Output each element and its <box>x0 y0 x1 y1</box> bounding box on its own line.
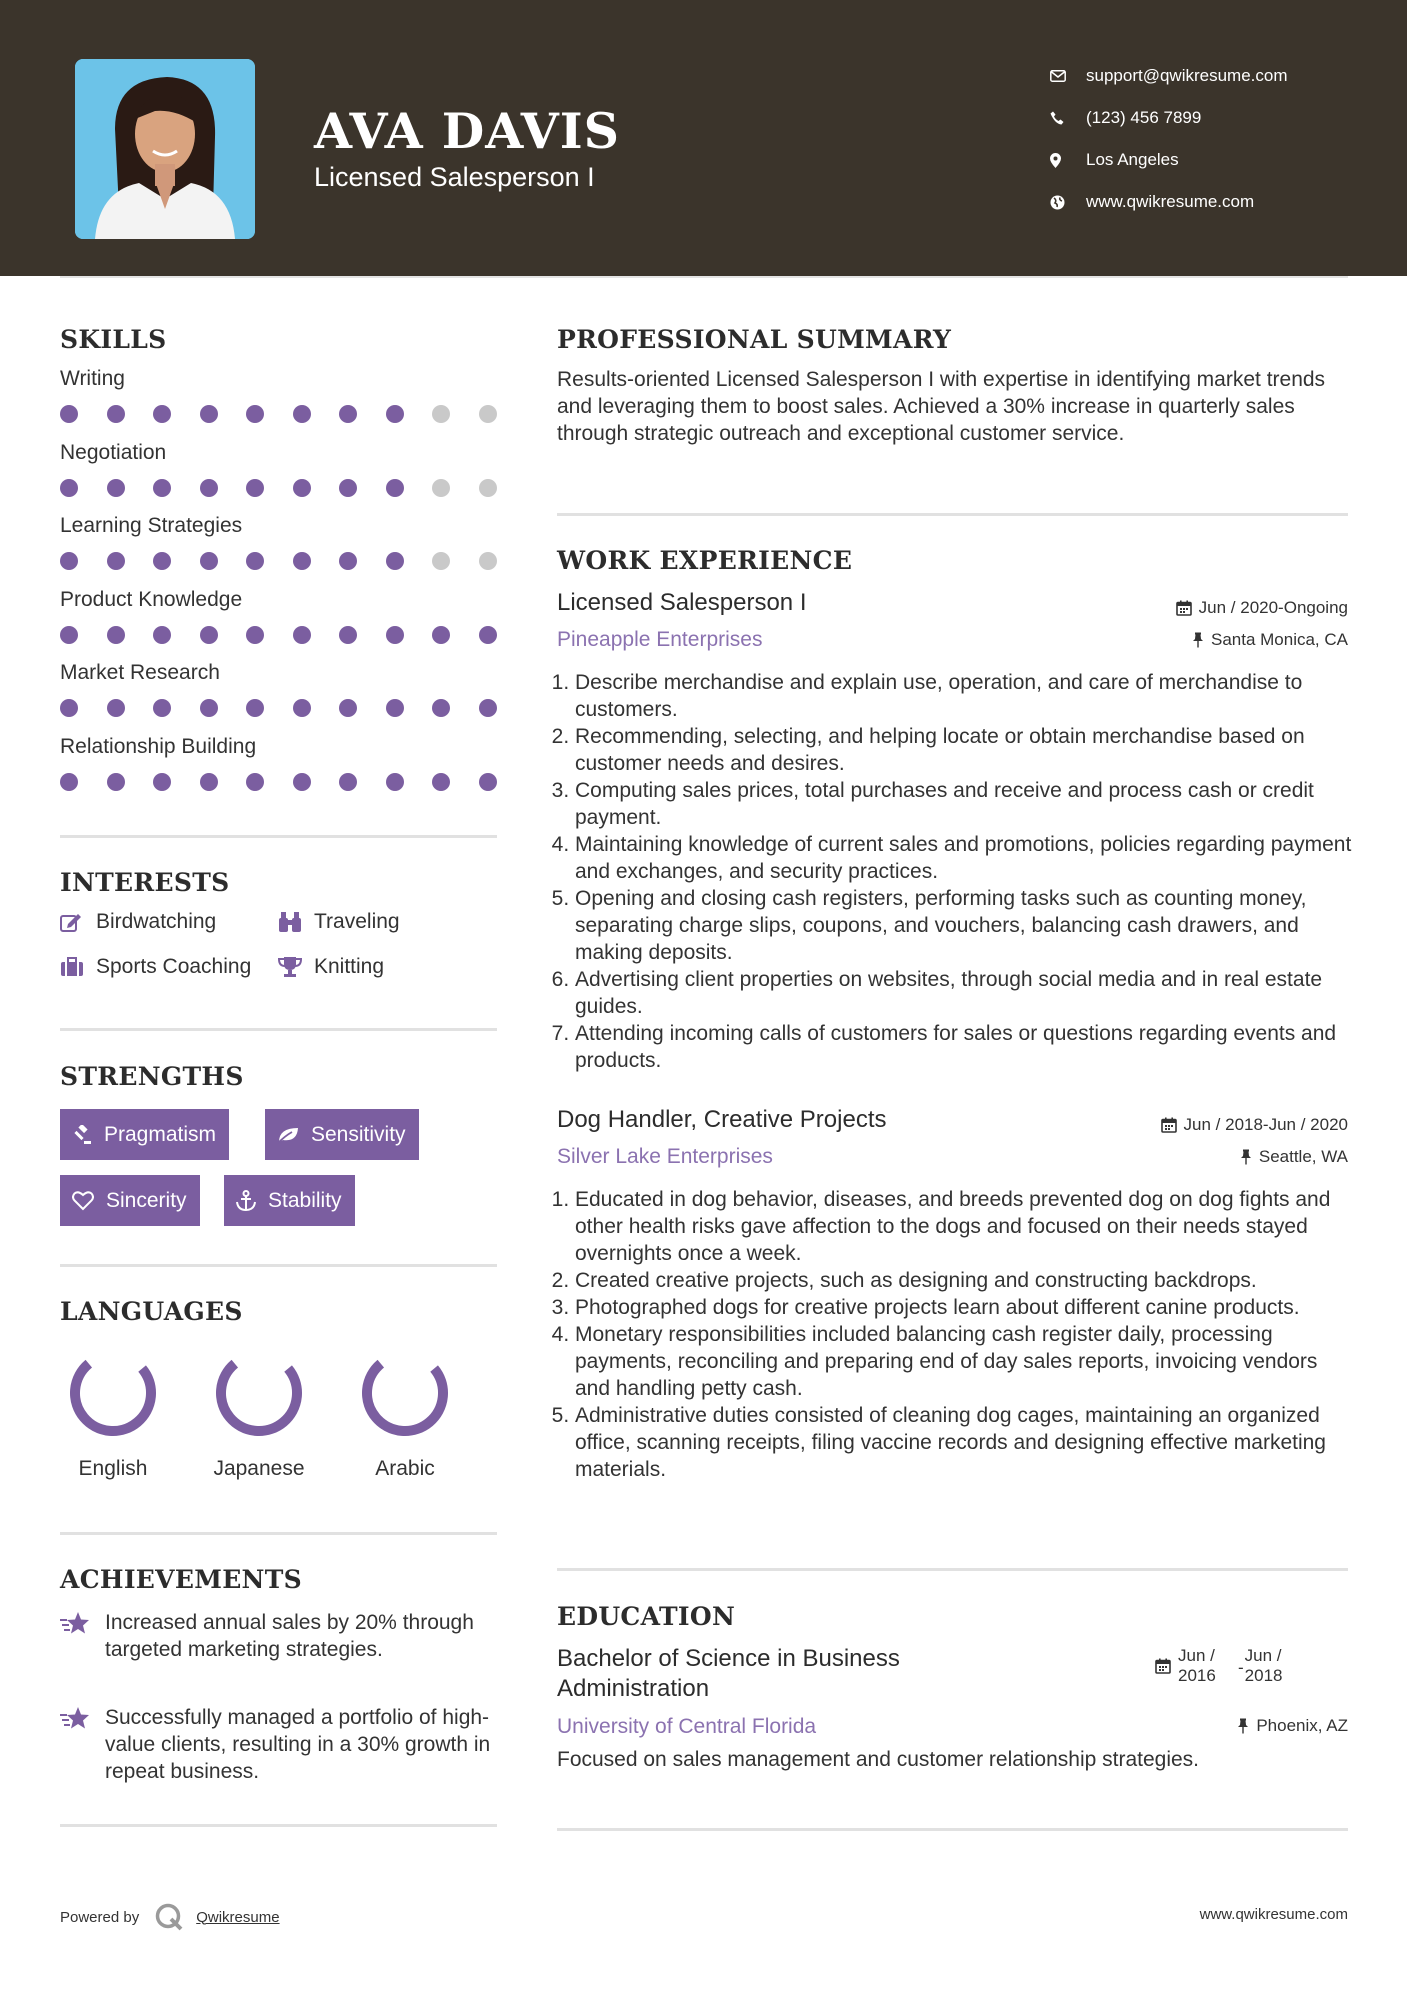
duty-item: 5. Administrative duties consisted of cleaning dog cages, maintaining an organized office, scanning receipts, filing vaccine records and designing effective marketing materials. <box>575 1402 1352 1483</box>
contact-location <box>1050 139 1288 181</box>
strength-label: Sensitivity <box>311 1122 406 1146</box>
rating-dot-filled <box>246 699 264 717</box>
briefcase-icon <box>60 957 96 977</box>
duty-item: 1. Educated in dog behavior, diseases, and breeds prevented dog on dog fights and other health risks gave affection to the dogs and focused on their needs stayed overnights once a week. <box>575 1186 1352 1267</box>
rating-dot-filled <box>60 699 78 717</box>
anchor-icon <box>236 1190 256 1212</box>
rating-dot-filled <box>200 405 218 423</box>
globe-icon <box>1050 195 1086 210</box>
rating-dot-filled <box>339 479 357 497</box>
rating-dot-filled <box>200 552 218 570</box>
skill-name: Writing <box>60 367 125 390</box>
language-item <box>40 1347 186 1481</box>
job-dates <box>1176 598 1348 618</box>
rating-dot-filled <box>479 773 497 791</box>
contact-location-text: Los Angeles <box>1086 150 1179 169</box>
job-duties-list <box>557 1186 1352 1483</box>
achievement-item <box>60 1609 500 1663</box>
education-location-text: Phoenix, AZ <box>1256 1716 1348 1735</box>
heart-icon <box>72 1191 94 1211</box>
rating-dot-filled <box>339 552 357 570</box>
interest-item <box>278 910 400 934</box>
skill-name: Learning Strategies <box>60 514 243 537</box>
language-item <box>332 1347 478 1481</box>
duty-item: 5. Opening and closing cash registers, performing tasks such as counting money, separating charge slips, coupons, and vouchers, balancing cash drawers, and making deposits. <box>575 885 1352 966</box>
achievements-divider <box>60 1824 497 1827</box>
language-proficiency-ring <box>67 1347 159 1439</box>
rating-dot-empty <box>432 552 450 570</box>
duty-item: 6. Advertising client properties on websites, through social media and in real estate guides. <box>575 966 1352 1020</box>
rating-dot-filled <box>386 626 404 644</box>
rating-dot-filled <box>107 552 125 570</box>
rating-dot-filled <box>153 479 171 497</box>
trophy-icon <box>278 956 314 978</box>
education-dash: - <box>1238 1658 1244 1677</box>
candidate-title: Licensed Salesperson I <box>314 162 595 192</box>
skill-rating <box>60 626 500 646</box>
rating-dot-filled <box>246 552 264 570</box>
education-divider <box>557 1828 1348 1831</box>
interest-item <box>278 955 384 979</box>
qwikresume-logo-icon <box>154 1902 184 1932</box>
contact-email[interactable] <box>1050 55 1288 97</box>
rating-dot-filled <box>479 626 497 644</box>
rating-dot-filled <box>107 479 125 497</box>
rating-dot-filled <box>60 552 78 570</box>
summary-divider <box>557 513 1348 516</box>
interests-heading: INTERESTS <box>60 868 230 897</box>
rating-dot-empty <box>432 405 450 423</box>
strength-label: Stability <box>268 1188 342 1212</box>
duty-item: 4. Monetary responsibilities included balancing cash register daily, processing payments, reconciling and preparing end of day sales reports, invoicing vendors and handling petty cash. <box>575 1321 1352 1402</box>
duty-item: 3. Photographed dogs for creative projects learn about different canine products. <box>575 1294 1352 1321</box>
binoculars-icon <box>278 911 314 933</box>
rating-dot-filled <box>432 626 450 644</box>
summary-text: Results-oriented Licensed Salesperson I with expertise in identifying market trends and leveraging them to boost sales. Achieved a 30% increase in quarterly sales through strategic outreach and exceptional customer service. <box>557 368 1326 445</box>
skill-rating <box>60 405 500 425</box>
rating-dot-filled <box>479 699 497 717</box>
education-description: Focused on sales management and customer relationship strategies. <box>557 1748 1200 1771</box>
rating-dot-filled <box>432 699 450 717</box>
duty-item: 3. Computing sales prices, total purchases and receive and process cash or credit payment. <box>575 777 1352 831</box>
pushpin-icon <box>1237 1718 1249 1734</box>
rating-dot-filled <box>107 773 125 791</box>
job-title: Dog Handler, Creative Projects <box>557 1106 887 1133</box>
strengths-divider <box>60 1264 497 1267</box>
rating-dot-filled <box>153 699 171 717</box>
rating-dot-filled <box>200 773 218 791</box>
resume-header <box>0 0 1407 276</box>
rating-dot-filled <box>386 699 404 717</box>
pencil-square-icon <box>60 912 96 932</box>
interests-divider <box>60 1028 497 1031</box>
skill-name: Relationship Building <box>60 734 257 758</box>
contact-email-text: support@qwikresume.com <box>1086 66 1288 85</box>
powered-by-label: Powered by <box>60 1908 140 1926</box>
company-name: Pineapple Enterprises <box>557 628 763 651</box>
star-icon <box>60 1609 105 1663</box>
duty-item: 1. Describe merchandise and explain use, operation, and care of merchandise to customers. <box>575 669 1352 723</box>
achievement-text: Successfully managed a portfolio of high-value clients, resulting in a 30% growth in repeat business. <box>105 1706 491 1783</box>
language-proficiency-ring <box>213 1347 305 1439</box>
contact-website[interactable] <box>1050 181 1288 223</box>
rating-dot-filled <box>246 773 264 791</box>
contact-phone[interactable] <box>1050 97 1288 139</box>
interest-item <box>60 910 216 934</box>
rating-dot-empty <box>432 479 450 497</box>
rating-dot-filled <box>432 773 450 791</box>
star-icon <box>60 1704 105 1785</box>
interest-label: Birdwatching <box>96 910 217 933</box>
duty-item: 4. Maintaining knowledge of current sales and promotions, policies regarding payment and exchanges, and security practices. <box>575 831 1352 885</box>
rating-dot-filled <box>386 552 404 570</box>
skill-rating <box>60 699 500 719</box>
strength-tag <box>60 1109 229 1160</box>
languages-heading: LANGUAGES <box>60 1297 243 1326</box>
rating-dot-filled <box>107 699 125 717</box>
languages-divider <box>60 1532 497 1535</box>
footer-powered-by <box>60 1902 280 1932</box>
rating-dot-filled <box>60 626 78 644</box>
contact-phone-text: (123) 456 7899 <box>1086 108 1202 127</box>
job-dates-text: Jun / 2020-Ongoing <box>1198 598 1348 617</box>
education-start <box>1178 1646 1238 1686</box>
contact-list <box>1050 55 1288 223</box>
company-name: Silver Lake Enterprises <box>557 1145 773 1168</box>
interest-item <box>60 955 251 979</box>
interest-label: Knitting <box>314 955 385 978</box>
job-title: Licensed Salesperson I <box>557 589 807 616</box>
rating-dot-filled <box>339 405 357 423</box>
education-end-line: Jun / <box>1244 1646 1282 1665</box>
strength-tag <box>60 1175 200 1226</box>
rating-dot-filled <box>153 626 171 644</box>
envelope-icon <box>1050 70 1086 82</box>
rating-dot-filled <box>246 405 264 423</box>
rating-dot-filled <box>293 552 311 570</box>
experience-heading: WORK EXPERIENCE <box>557 546 853 575</box>
job-location-text: Seattle, WA <box>1258 1147 1348 1166</box>
duty-item: 2. Recommending, selecting, and helping locate or obtain merchandise based on customer needs and desires. <box>575 723 1352 777</box>
degree-title: Bachelor of Science in Business Administration <box>557 1645 900 1702</box>
skill-name: Product Knowledge <box>60 587 243 611</box>
rating-dot-filled <box>153 405 171 423</box>
skill-rating <box>60 479 500 499</box>
skill-name: Negotiation <box>60 440 167 464</box>
language-item <box>186 1347 332 1481</box>
calendar-icon <box>1176 600 1192 616</box>
pushpin-icon <box>1240 1149 1252 1165</box>
achievements-heading: ACHIEVEMENTS <box>60 1565 302 1594</box>
profile-photo <box>75 59 255 239</box>
rating-dot-filled <box>107 405 125 423</box>
rating-dot-filled <box>293 773 311 791</box>
education-end-line: 2018 <box>1244 1666 1283 1685</box>
rating-dot-filled <box>293 405 311 423</box>
education-end <box>1245 1646 1283 1686</box>
job-duties-list <box>557 669 1352 1074</box>
rating-dot-filled <box>339 699 357 717</box>
rating-dot-filled <box>200 479 218 497</box>
duty-item: 7. Attending incoming calls of customers for sales or questions regarding events and products. <box>575 1020 1352 1074</box>
phone-icon <box>1050 111 1086 125</box>
job-location <box>1192 630 1348 650</box>
language-proficiency-ring <box>359 1347 451 1439</box>
education-dates <box>1155 1646 1283 1686</box>
calendar-icon <box>1155 1646 1171 1686</box>
pushpin-icon <box>1192 632 1204 648</box>
rating-dot-filled <box>200 699 218 717</box>
rating-dot-filled <box>107 626 125 644</box>
education-heading: EDUCATION <box>557 1602 736 1631</box>
rating-dot-filled <box>293 626 311 644</box>
calendar-icon <box>1161 1117 1177 1133</box>
education-start-line: 2016 <box>1178 1666 1216 1685</box>
school-name: University of Central Florida <box>557 1715 817 1738</box>
education-start-line: Jun / <box>1178 1646 1215 1665</box>
rating-dot-filled <box>246 626 264 644</box>
rating-dot-filled <box>60 405 78 423</box>
rating-dot-filled <box>153 552 171 570</box>
interest-label: Traveling <box>314 910 400 933</box>
skills-divider <box>60 835 497 838</box>
footer-url[interactable]: www.qwikresume.com <box>1199 1906 1348 1923</box>
rating-dot-filled <box>293 699 311 717</box>
rating-dot-empty <box>479 405 497 423</box>
education-location <box>1237 1716 1348 1736</box>
rating-dot-filled <box>60 773 78 791</box>
map-pin-icon <box>1050 153 1086 168</box>
brand-link[interactable]: Qwikresume <box>196 1908 280 1926</box>
rating-dot-filled <box>386 479 404 497</box>
strength-label: Pragmatism <box>104 1122 217 1146</box>
rating-dot-filled <box>246 479 264 497</box>
candidate-name: AVA DAVIS <box>314 102 621 160</box>
achievement-text: Increased annual sales by 20% through targeted marketing strategies. <box>105 1611 474 1661</box>
job-dates-text: Jun / 2018-Jun / 2020 <box>1183 1115 1348 1134</box>
rating-dot-filled <box>293 479 311 497</box>
strength-label: Sincerity <box>106 1188 187 1212</box>
rating-dot-filled <box>153 773 171 791</box>
language-label: Japanese <box>213 1457 305 1480</box>
leaf-icon <box>277 1126 299 1144</box>
rating-dot-filled <box>200 626 218 644</box>
job-dates <box>1161 1115 1348 1135</box>
rating-dot-filled <box>386 773 404 791</box>
skill-name: Market Research <box>60 661 220 684</box>
strength-tag <box>224 1175 355 1226</box>
skill-rating <box>60 773 500 793</box>
summary-heading: PROFESSIONAL SUMMARY <box>557 325 952 354</box>
strengths-heading: STRENGTHS <box>60 1062 244 1091</box>
achievement-item <box>60 1704 500 1785</box>
language-label: Arabic <box>375 1457 435 1480</box>
rating-dot-filled <box>339 626 357 644</box>
rating-dot-empty <box>479 479 497 497</box>
rating-dot-filled <box>386 405 404 423</box>
rating-dot-filled <box>60 479 78 497</box>
header-divider <box>60 276 1348 278</box>
skill-rating <box>60 552 500 572</box>
skills-heading: SKILLS <box>60 325 167 354</box>
language-label: English <box>78 1457 148 1480</box>
job-location-text: Santa Monica, CA <box>1210 630 1348 649</box>
interest-label: Sports Coaching <box>96 955 252 978</box>
gavel-icon <box>72 1125 92 1145</box>
duty-item: 2. Created creative projects, such as designing and constructing backdrops. <box>575 1267 1352 1294</box>
experience-divider <box>557 1568 1348 1571</box>
job-location <box>1240 1147 1348 1167</box>
rating-dot-empty <box>479 552 497 570</box>
strength-tag <box>265 1109 419 1160</box>
contact-website-text: www.qwikresume.com <box>1086 192 1255 211</box>
rating-dot-filled <box>339 773 357 791</box>
